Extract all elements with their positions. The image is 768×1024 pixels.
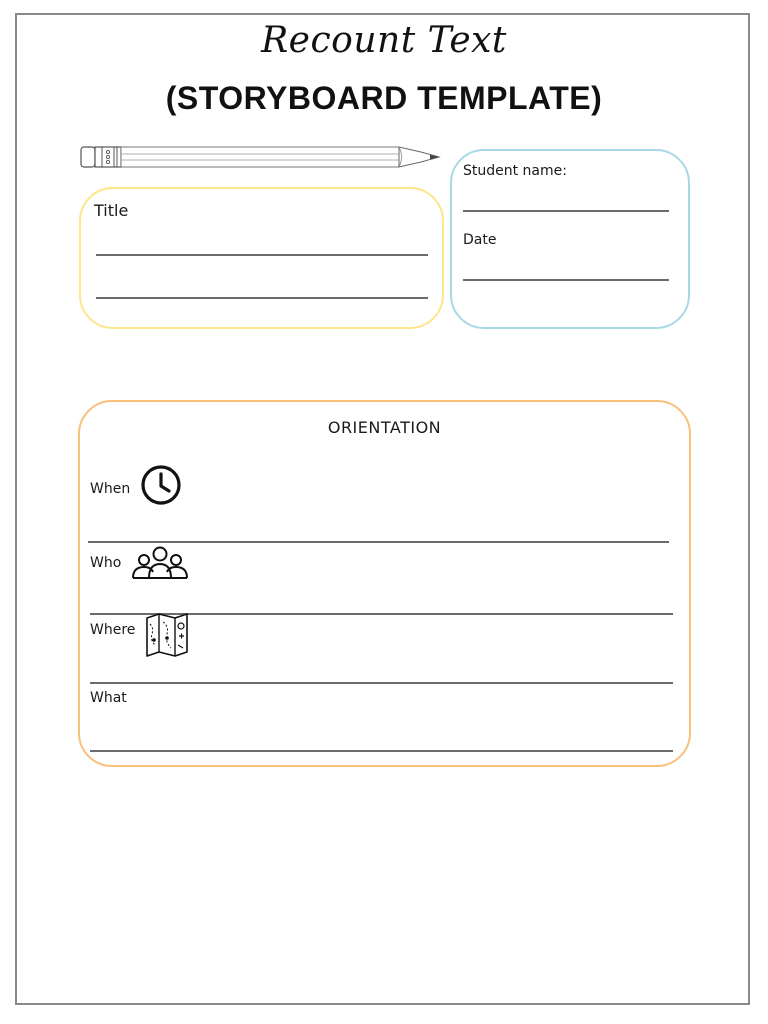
what-line[interactable]: [90, 750, 673, 752]
who-label: Who: [90, 555, 122, 571]
date-line[interactable]: [463, 279, 669, 281]
page-title: Recount Text: [261, 20, 507, 61]
when-label: When: [90, 481, 131, 497]
title-label: Title: [94, 201, 129, 220]
when-line[interactable]: [88, 541, 669, 543]
title-line-1[interactable]: [96, 254, 428, 256]
people-group-icon: [131, 545, 189, 581]
map-icon: [145, 612, 189, 658]
title-line-2[interactable]: [96, 297, 428, 299]
date-label: Date: [463, 232, 497, 248]
orientation-heading: ORIENTATION: [327, 418, 442, 437]
page-subtitle: (STORYBOARD TEMPLATE): [165, 80, 603, 116]
orientation-box: [78, 400, 691, 767]
what-label: What: [90, 690, 127, 706]
where-line[interactable]: [90, 682, 673, 684]
title-box: [79, 187, 444, 329]
pencil-icon: [80, 144, 442, 170]
where-label: Where: [90, 622, 136, 638]
clock-icon: [140, 464, 182, 506]
student-name-label: Student name:: [463, 163, 567, 179]
student-name-line[interactable]: [463, 210, 669, 212]
